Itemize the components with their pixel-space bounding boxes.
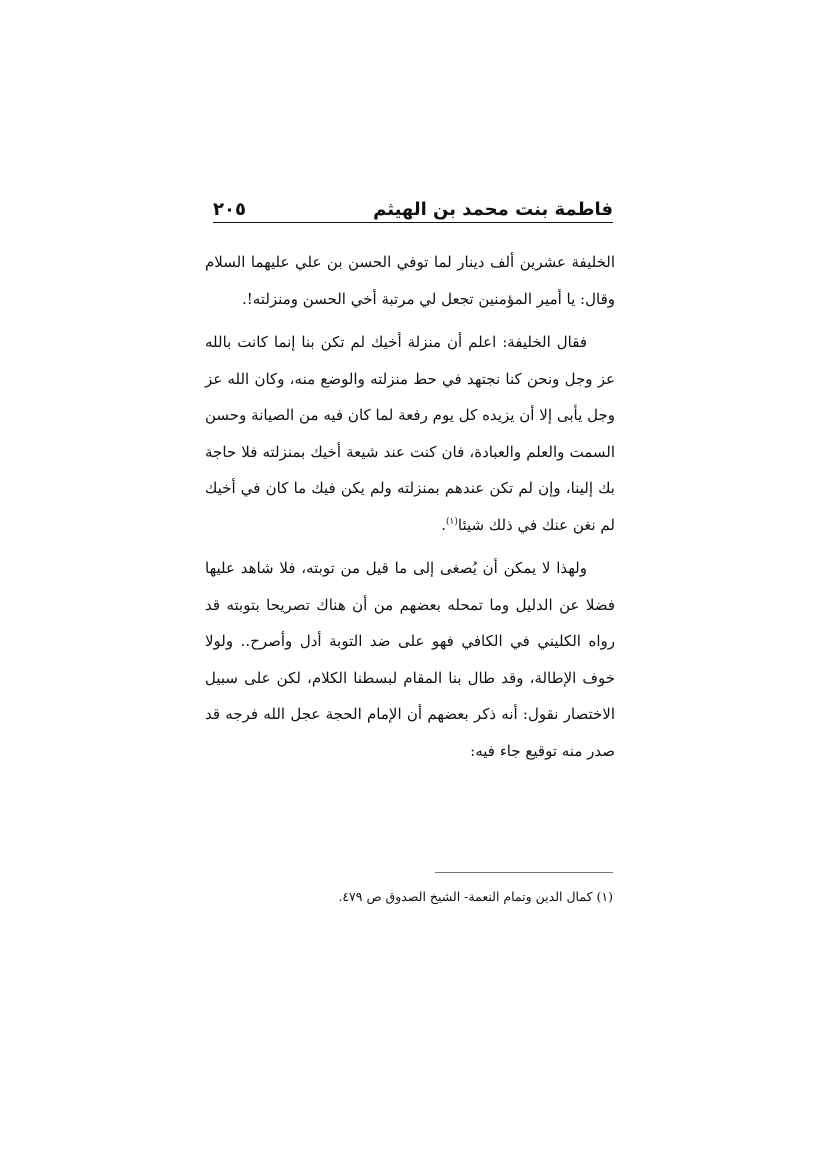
running-header (213, 194, 613, 220)
footnote: (١) كمال الدين وتمام النعمة- الشيخ الصدوق ص ٤٧٩. (338, 889, 613, 904)
footnote-separator (435, 872, 613, 873)
paragraph-2-end: . (441, 515, 447, 534)
footnote-reference[interactable]: (١) (446, 516, 458, 527)
paragraph-1: الخليفة عشرين ألف دينار لما توفي الحسن بن علي عليهما السلام وقال: يا أمير المؤمنين تجعل لي مرتبة أخي الحسن ومنزلته!. (205, 253, 615, 308)
paragraph-2 (205, 324, 615, 543)
header-rule (213, 222, 613, 223)
chapter-title: فاطمة بنت محمد بن الهيثم (373, 199, 613, 220)
main-text (205, 244, 615, 769)
paragraph-3: ولهذا لا يمكن أن يُصغى إلى ما قيل من توبته، فلا شاهد عليها فضلا عن الدليل وما تمحله بعضهم من أن هناك تصريحا بتوبته قد رواه الكليني في الكافي فهو على ضد التوبة أدل وأصرح.. ولولا خوف الإطالة، وقد طال بنا المقام لبسطنا الكلام، لكن على سبيل الاختصار نقول: أنه ذكر بعضهم أن الإمام الحجة عجل الله فرجه قد صدر منه توقيع جاء فيه: (205, 559, 615, 760)
page-number: ٢٠٥ (213, 199, 246, 220)
paragraph-2-text: فقال الخليفة: اعلم أن منزلة أخيك لم تكن بنا إنما كانت بالله عز وجل ونحن كنا نجتهد في حط منزلته والوضع منه، وكان الله عز وجل يأبى إلا أن يزيده كل يوم رفعة لما كان فيه من الصيانة وحسن السمت والعلم والعبادة، فان كنت عند شيعة أخيك بمنزلته فلا حاجة بك إلينا، وإن لم تكن عندهم بمنزلته ولم يكن فيك ما كان في أخيك لم نغن عنك في ذلك شيئا (205, 333, 615, 534)
